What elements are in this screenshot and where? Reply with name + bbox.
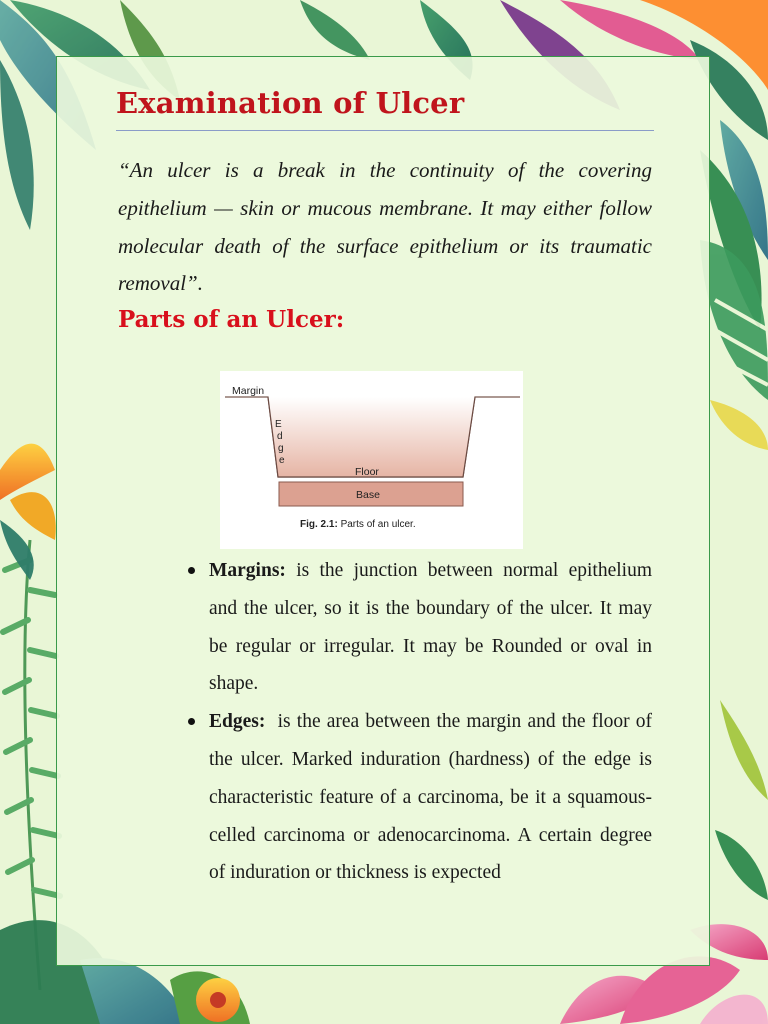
edge-label-letter-3: g xyxy=(278,443,284,454)
figure-caption-prefix: Fig. 2.1: xyxy=(300,519,338,530)
ulcer-definition-quote: “An ulcer is a break in the continuity of the covering epithelium — skin or mucous membrane. It may either follow molecular death of the surface epithelium or its traumatic removal”. xyxy=(118,158,652,296)
edge-label-letter-2: d xyxy=(277,431,283,442)
ulcer-diagram xyxy=(220,371,523,549)
bird-of-paradise-flower-left xyxy=(0,444,56,580)
floor-label: Floor xyxy=(355,466,379,478)
description-margins: is the junction between normal epithelium and the ulcer, so it is the boundary of the ulcer. It may be regular or irregular. It may be Rounded or oval in shape. xyxy=(209,560,652,695)
bullet-dot xyxy=(188,567,195,574)
figure-caption xyxy=(300,519,416,530)
bullet-dot xyxy=(188,718,195,725)
page-title: Examination of Ulcer xyxy=(116,86,465,120)
figure-caption-text: Parts of an ulcer. xyxy=(337,519,416,530)
ulcer-parts-figure xyxy=(220,371,523,549)
ulcer-parts-list xyxy=(186,552,657,892)
edge-label-letter-4: e xyxy=(279,455,285,466)
list-item-edges xyxy=(186,703,657,892)
margin-label: Margin xyxy=(232,385,265,397)
description-edges: is the area between the margin and the floor of the ulcer. Marked induration (hardness) of the edge is characteristic feature of a carcinoma, be it a squamous-celled carcinoma or adenocarcinoma. A certain degree of induration or thickness is expected xyxy=(209,711,657,884)
list-item-margins xyxy=(186,552,652,703)
base-label: Base xyxy=(356,489,380,501)
edge-label-letter-1: E xyxy=(275,419,282,430)
term-edges: Edges: xyxy=(209,711,266,733)
term-margins: Margins: xyxy=(209,560,286,581)
section-title-parts-of-ulcer: Parts of an Ulcer: xyxy=(118,306,345,333)
ulcer-crater-fill xyxy=(268,397,475,477)
title-underline xyxy=(116,130,654,131)
